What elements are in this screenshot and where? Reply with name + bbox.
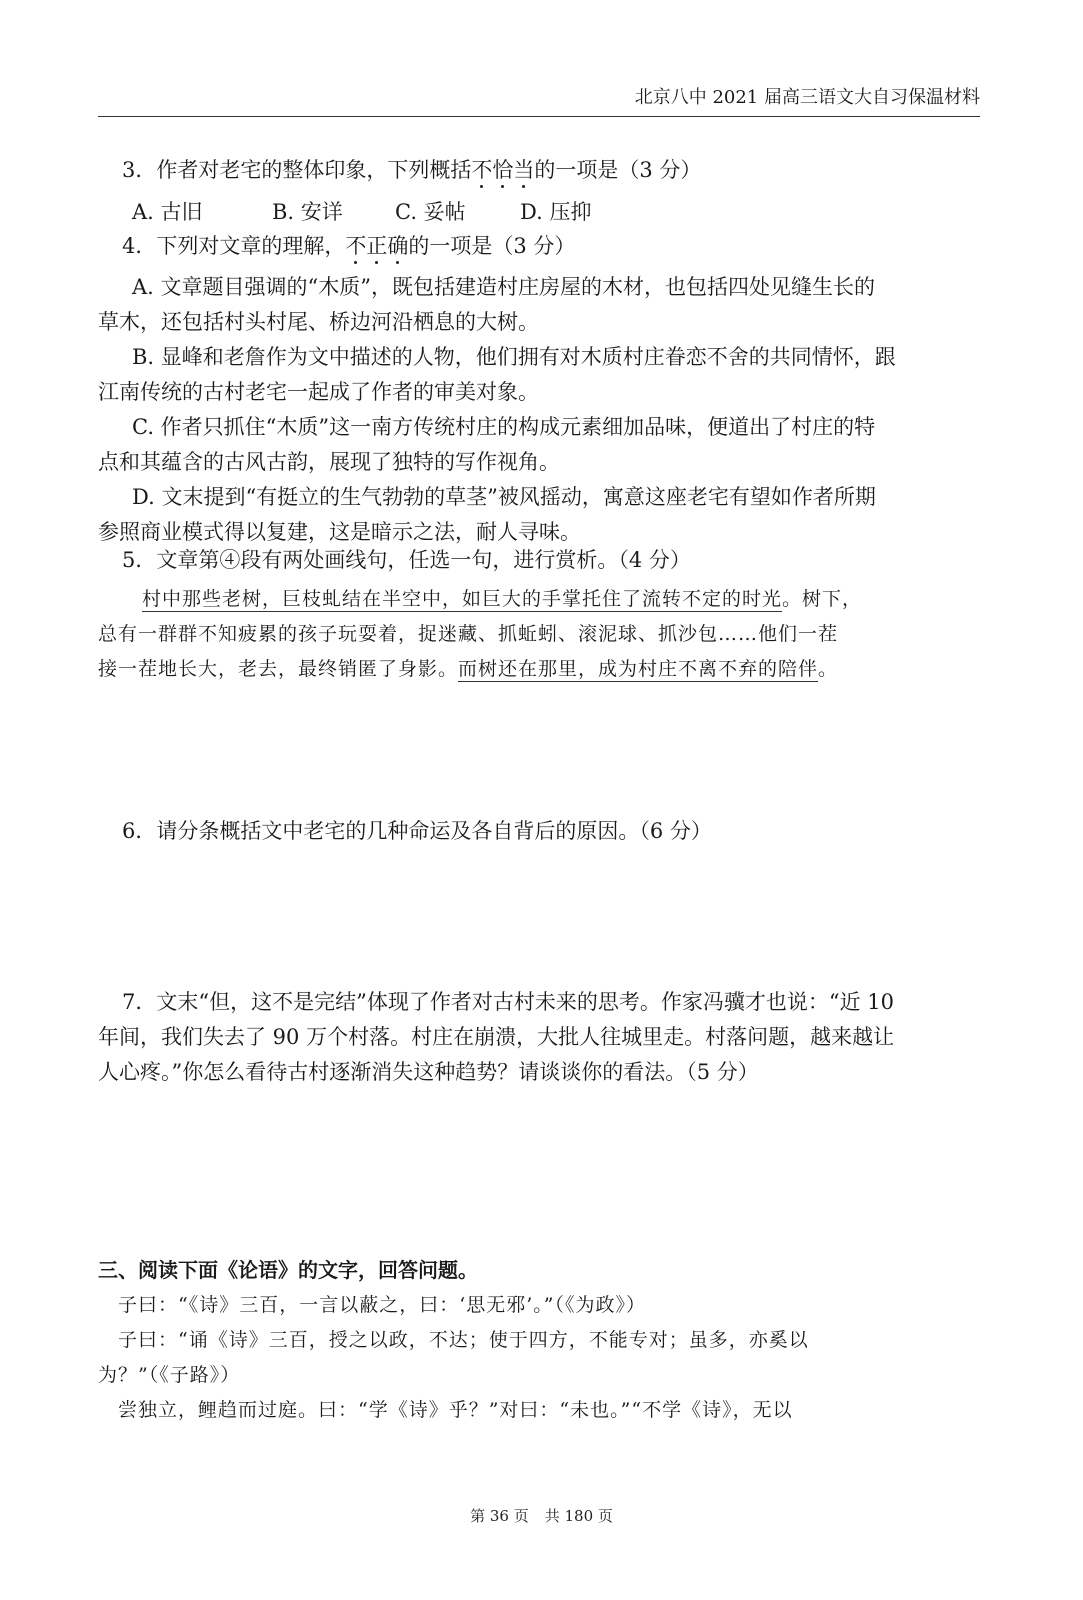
section-title: 三、阅读下面《论语》的文字，回答问题。 bbox=[98, 1258, 478, 1282]
q7-line: 年间，我们失去了 90 万个村落。村庄在崩溃，大批人往城里走。村落问题，越来越让 bbox=[98, 1025, 895, 1049]
section3-line: 子曰：“诵《诗》三百，授之以政，不达；使于四方，不能专对；虽多，亦奚以 bbox=[118, 1329, 809, 1351]
q5-text: 接一茬地长大，老去，最终销匿了身影。 bbox=[98, 658, 459, 680]
q3-stem bbox=[122, 155, 701, 185]
header-rule bbox=[98, 116, 980, 117]
underlined-sentence: 村中那些老树，巨枝虬结在半空中，如巨大的手掌托住了流转不定的时光 bbox=[142, 588, 783, 610]
q4-line: C. 作者只抓住“木质”这一南方传统村庄的构成元素细加品味，便道出了村庄的特 bbox=[132, 415, 876, 439]
q5-stem: 5．文章第④段有两处画线句，任选一句，进行赏析。（4 分） bbox=[122, 548, 691, 572]
q4-stem-part: 的一项是（3 分） bbox=[408, 234, 576, 258]
q4-stem bbox=[122, 231, 575, 261]
q5-passage-line bbox=[142, 584, 862, 614]
page-footer bbox=[0, 1505, 1083, 1526]
emphasis-char: 不 bbox=[345, 234, 367, 258]
emphasis-char: 恰 bbox=[492, 158, 514, 182]
emphasis-char: 当 bbox=[513, 158, 535, 182]
section3-line: 为？”（《子路》） bbox=[98, 1364, 241, 1386]
underlined-sentence: 而树还在那里，成为村庄不离不弃的陪伴 bbox=[458, 658, 819, 680]
q5-passage-line: 总有一群群不知疲累的孩子玩耍着，捉迷藏、抓蚯蚓、滚泥球、抓沙包……他们一茬 bbox=[98, 623, 839, 645]
q4-line: 点和其蕴含的古风古韵，展现了独特的写作视角。 bbox=[98, 450, 560, 474]
q4-line: D. 文末提到“有挺立的生气勃勃的草茎”被风摇动，寓意这座老宅有望如作者所期 bbox=[132, 485, 876, 509]
q3-option-d: D. 压抑 bbox=[520, 200, 592, 224]
q3-stem-part: 的一项是（3 分） bbox=[534, 158, 702, 182]
section3-line: 尝独立，鲤趋而过庭。曰：“学《诗》乎？”对曰：“未也。”“不学《诗》，无以 bbox=[118, 1399, 793, 1421]
q4-line: 江南传统的古村老宅一起成了作者的审美对象。 bbox=[98, 380, 539, 404]
q7-line: 人心疼。”你怎么看待古村逐渐消失这种趋势？请谈谈你的看法。（5 分） bbox=[98, 1060, 759, 1084]
section3-line: 子曰：“《诗》三百，一言以蔽之，曰：‘思无邪’。”（《为政》） bbox=[118, 1294, 647, 1316]
q4-line: A. 文章题目强调的“木质”，既包括建造村庄房屋的木材，也包括四处见缝生长的 bbox=[132, 275, 875, 299]
q3-stem-part: 3．作者对老宅的整体印象，下列概括 bbox=[122, 158, 472, 182]
emphasis-char: 确 bbox=[387, 234, 409, 258]
q7-line: 7．文末“但，这不是完结”体现了作者对古村未来的思考。作家冯骥才也说：“近 10 bbox=[122, 990, 894, 1014]
q4-stem-part: 4．下列对文章的理解， bbox=[122, 234, 346, 258]
emphasis-char: 不 bbox=[471, 158, 493, 182]
q3-option-b: B. 安详 bbox=[272, 200, 343, 224]
q4-line: 草木，还包括村头村尾、桥边河沿栖息的大树。 bbox=[98, 310, 539, 334]
q4-line: 参照商业模式得以复建，这是暗示之法，耐人寻味。 bbox=[98, 520, 581, 544]
q3-option-c: C. 妥帖 bbox=[395, 200, 466, 224]
page-header: 北京八中 2021 届高三语文大自习保温材料 bbox=[634, 87, 980, 108]
page-total: 共 180 页 bbox=[544, 1507, 613, 1525]
q3-option-a: A. 古旧 bbox=[132, 200, 203, 224]
q4-line: B. 显峰和老詹作为文中描述的人物，他们拥有对木质村庄眷恋不舍的共同情怀，跟 bbox=[132, 345, 896, 369]
emphasis-char: 正 bbox=[366, 234, 388, 258]
q5-text: 。 bbox=[818, 658, 839, 680]
q5-text: 。树下， bbox=[782, 588, 863, 610]
q5-passage-line bbox=[98, 654, 838, 684]
page-number: 第 36 页 bbox=[470, 1507, 529, 1525]
q6-stem: 6．请分条概括文中老宅的几种命运及各自背后的原因。（6 分） bbox=[122, 819, 712, 843]
